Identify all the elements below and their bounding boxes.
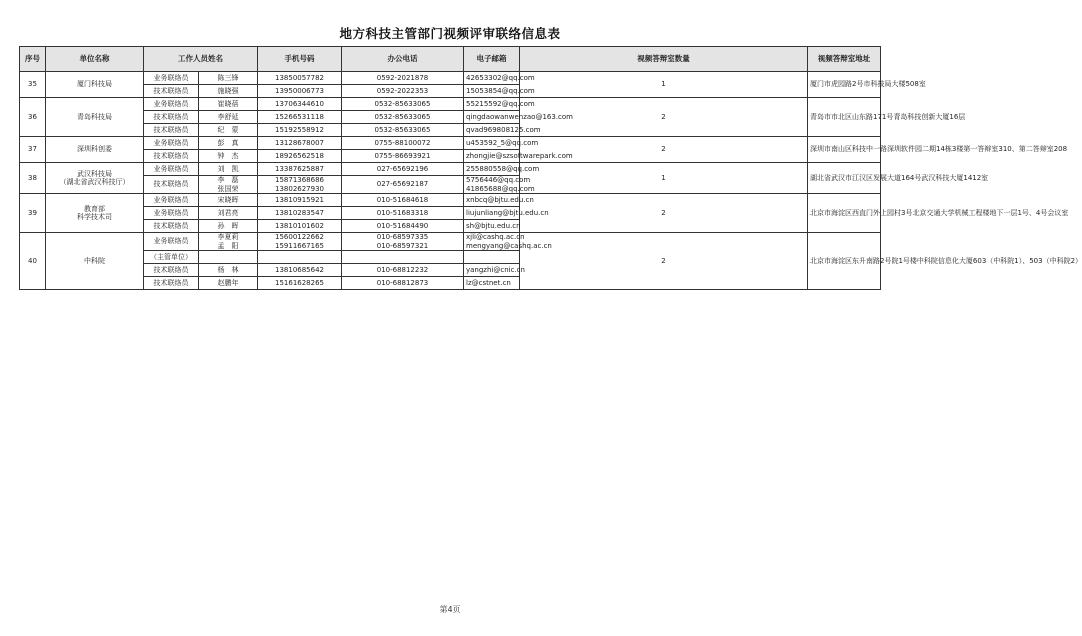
mobile-phone-line: 13850057782: [275, 73, 324, 82]
email-address-line: xnbcq@bjtu.edu.cn: [466, 195, 534, 204]
staff-role: 技术联络员: [144, 124, 199, 137]
email-address-line: zhongjie@szsoftwarepark.com: [466, 151, 573, 160]
staff-name: [199, 264, 258, 277]
email-address-line: xjli@cashq.ac.cn: [466, 233, 525, 241]
unit-name: [46, 194, 144, 233]
email-address-line: sh@bjtu.edu.cn: [466, 221, 521, 230]
email-address: [464, 124, 541, 137]
email-address: [464, 150, 573, 163]
staff-role: 业务联络员: [144, 233, 199, 251]
unit-name: [46, 98, 144, 137]
header-mobile: 手机号码: [258, 47, 342, 72]
office-phone: [342, 124, 464, 137]
mobile-phone-line: 13706344610: [275, 99, 324, 108]
unit-name-line: 青岛科技局: [77, 112, 112, 121]
table-body: [20, 72, 1082, 290]
header-room-address: 视频答辩室地址: [808, 47, 881, 72]
office-phone-line: 0532-85633065: [374, 112, 431, 121]
office-phone-line: 0755-88100072: [374, 138, 431, 147]
email-address: [464, 233, 552, 251]
mobile-phone: [258, 264, 342, 277]
office-phone: [342, 194, 464, 207]
email-address: [464, 98, 535, 111]
room-count: 2: [520, 194, 808, 233]
staff-name: [199, 220, 258, 233]
unit-name: [46, 163, 144, 194]
office-phone-line: 010-51684618: [376, 195, 429, 204]
header-room-count: 视频答辩室数量: [520, 47, 808, 72]
email-address: [464, 194, 534, 207]
email-address-line: liujunliang@bjtu.edu.cn: [466, 208, 549, 217]
email-address-line: yangzhi@cnic.cn: [466, 265, 525, 274]
office-phone-line: 010-51684490: [376, 221, 429, 230]
staff-name-line: 李夏莉: [217, 233, 239, 241]
table-row: [20, 137, 881, 150]
staff-role: 技术联络员: [144, 150, 199, 163]
staff-role: 技术联络员: [144, 85, 199, 98]
header-email: 电子邮箱: [464, 47, 520, 72]
staff-name: [199, 233, 258, 251]
room-address: 青岛市市北区山东路171号青岛科技创新大厦16层: [808, 98, 881, 137]
staff-name: [199, 277, 258, 290]
email-address: [464, 111, 573, 124]
mobile-phone: [258, 176, 342, 194]
mobile-phone: [258, 163, 342, 176]
email-address-line: 55215592@qq.com: [466, 99, 535, 108]
staff-role: 技术联络员: [144, 111, 199, 124]
table-row: [20, 98, 881, 111]
mobile-phone-line: 15266531118: [275, 112, 324, 121]
mobile-phone-line: 15161628265: [275, 278, 324, 287]
staff-name: [199, 194, 258, 207]
table-row: [20, 72, 881, 85]
mobile-phone: [258, 72, 342, 85]
office-phone: [342, 137, 464, 150]
staff-role: 业务联络员: [144, 72, 199, 85]
row-number: 37: [20, 137, 46, 163]
email-address-line: 41865688@qq.com: [466, 184, 535, 193]
mobile-phone-line: 15871368686: [275, 176, 324, 184]
staff-role: 业务联络员: [144, 137, 199, 150]
office-phone-line: 010-68812873: [376, 278, 429, 287]
email-address: [464, 163, 540, 176]
email-address-line: 5756446@qq.com: [466, 176, 531, 184]
unit-name-line: 中科院: [84, 256, 105, 265]
unit-name: [46, 233, 144, 290]
mobile-phone-line: 13387625887: [275, 164, 324, 173]
page-number: 第4页: [439, 605, 461, 614]
staff-name-line: 崔晓蓓: [217, 99, 239, 108]
room-count: 2: [520, 233, 808, 290]
mobile-phone-line: 13810283547: [275, 208, 324, 217]
staff-role: 技术联络员: [144, 220, 199, 233]
mobile-phone-line: 18926562518: [275, 151, 324, 160]
email-address: [464, 72, 535, 85]
staff-name: [199, 207, 258, 220]
office-phone-line: 010-51683318: [376, 208, 429, 217]
staff-name-line: 李 磊: [217, 176, 239, 184]
office-phone: [342, 163, 464, 176]
mobile-phone-line: 13950006773: [275, 86, 324, 95]
email-address-line: 15053854@qq.com: [466, 86, 535, 95]
header-staff: 工作人员姓名: [144, 47, 258, 72]
office-phone-line: 010-68812232: [376, 265, 429, 274]
staff-name: [199, 85, 258, 98]
office-phone: [342, 150, 464, 163]
staff-name-line: 纪 蒙: [217, 125, 239, 134]
office-phone: [342, 207, 464, 220]
staff-name-line: 彭 真: [217, 138, 239, 147]
unit-name: [46, 137, 144, 163]
office-phone: [342, 277, 464, 290]
mobile-phone-line: 13810101602: [275, 221, 324, 230]
office-phone: [342, 72, 464, 85]
office-phone: [342, 98, 464, 111]
email-address: [464, 176, 535, 194]
office-phone-line: 0532-85633065: [374, 99, 431, 108]
header-unit: 单位名称: [46, 47, 144, 72]
office-phone-line: 027-65692187: [376, 180, 429, 189]
staff-name: [199, 176, 258, 194]
table-row: [20, 163, 881, 176]
unit-name-line: 武汉科技局: [77, 169, 112, 178]
mobile-phone: [258, 207, 342, 220]
mobile-phone: [258, 277, 342, 290]
mobile-phone-line: 15911667165: [275, 241, 324, 250]
unit-name-line: （湖北省武汉科技厅）: [59, 178, 130, 186]
office-phone: [342, 220, 464, 233]
mobile-phone-line: 13810685642: [275, 265, 324, 274]
header-row: [20, 47, 881, 72]
office-phone-line: 0592-2021878: [376, 73, 429, 82]
staff-name-line: 李舒延: [217, 112, 239, 121]
office-phone-line: 0532-85633065: [374, 125, 431, 134]
mobile-phone: [258, 124, 342, 137]
office-phone: [342, 251, 464, 264]
staff-role: 技术联络员: [144, 277, 199, 290]
staff-name-line: 刘君亮: [217, 208, 239, 217]
staff-name-line: 赵鹏年: [217, 278, 239, 287]
email-address: [464, 264, 525, 277]
document-title: 地方科技主管部门视频评审联络信息表: [339, 26, 561, 41]
email-address-line: u453592_5@qq.com: [466, 138, 539, 147]
mobile-phone-line: 13810915921: [275, 195, 324, 204]
office-phone-line: 027-65692196: [376, 164, 429, 173]
header-office-phone: 办公电话: [342, 47, 464, 72]
staff-name-line: 宋晓晖: [217, 195, 239, 204]
mobile-phone-line: 13128678007: [275, 138, 324, 147]
unit-name-line: 教育部: [84, 204, 105, 213]
office-phone: [342, 111, 464, 124]
staff-name-line: 杨 林: [217, 265, 239, 274]
email-address: [464, 85, 535, 98]
room-count: 2: [520, 137, 808, 163]
room-count: 1: [520, 72, 808, 98]
staff-name: [199, 111, 258, 124]
office-phone-line: 010-68597321: [376, 241, 429, 250]
staff-role: 技术联络员: [144, 176, 199, 194]
staff-name: [199, 251, 258, 264]
mobile-phone: [258, 220, 342, 233]
unit-name: [46, 72, 144, 98]
room-address: 北京市海淀区西直门外上园村3号北京交通大学机械工程楼地下一层1号、4号会议室: [808, 194, 881, 233]
office-phone-line: 0592-2022353: [376, 86, 429, 95]
staff-name-line: 陈三锋: [217, 73, 239, 82]
email-address-line: qvad969808125.com: [466, 125, 541, 134]
mobile-phone-line: 15600122662: [275, 233, 324, 241]
table-row: [20, 233, 881, 251]
mobile-phone: [258, 98, 342, 111]
room-count: 2: [520, 98, 808, 137]
staff-name: [199, 124, 258, 137]
staff-role: 业务联络员: [144, 98, 199, 111]
contact-table: [19, 46, 1082, 290]
email-address: [464, 137, 539, 150]
row-number: 40: [20, 233, 46, 290]
staff-name-line: 张国荣: [217, 184, 239, 193]
staff-name: [199, 137, 258, 150]
email-address: [464, 207, 549, 220]
office-phone-line: 010-68597335: [376, 233, 429, 241]
unit-name-line: 深圳科创委: [77, 145, 112, 154]
room-count: 1: [520, 163, 808, 194]
email-address-line: mengyang@cashq.ac.cn: [466, 241, 552, 250]
staff-name-line: 孟 阳: [217, 241, 239, 250]
staff-role: 技术联络员: [144, 264, 199, 277]
mobile-phone: [258, 233, 342, 251]
staff-name-line: 孙 晖: [217, 221, 239, 230]
office-phone: [342, 264, 464, 277]
mobile-phone: [258, 150, 342, 163]
staff-role: 业务联络员: [144, 163, 199, 176]
email-address-line: lz@cstnet.cn: [466, 278, 511, 287]
staff-role: （主管单位）: [144, 251, 199, 264]
unit-name-line: 厦门科技局: [77, 80, 112, 89]
row-number: 39: [20, 194, 46, 233]
staff-name: [199, 163, 258, 176]
mobile-phone: [258, 85, 342, 98]
staff-name-line: 刘 凯: [217, 164, 239, 173]
email-address: [464, 277, 520, 290]
mobile-phone: [258, 111, 342, 124]
row-number: 36: [20, 98, 46, 137]
email-address: [464, 220, 520, 233]
row-number: 35: [20, 72, 46, 98]
room-address: 厦门市虎园路2号市科技局大楼508室: [808, 72, 881, 98]
room-address: 湖北省武汉市江汉区发展大道164号武汉科技大厦1412室: [808, 163, 881, 194]
staff-role: 业务联络员: [144, 207, 199, 220]
staff-name: [199, 150, 258, 163]
office-phone: [342, 85, 464, 98]
row-number: 38: [20, 163, 46, 194]
mobile-phone-line: 13802627930: [275, 184, 324, 193]
staff-name: [199, 98, 258, 111]
office-phone: [342, 233, 464, 251]
room-address: 深圳市南山区科技中一路深圳软件园二期14栋3楼第一答辩室310、第二答辩室208: [808, 137, 881, 163]
staff-name: [199, 72, 258, 85]
staff-role: 业务联络员: [144, 194, 199, 207]
table-row: [20, 194, 881, 207]
mobile-phone-line: 15192558912: [275, 125, 324, 134]
header-no: 序号: [20, 47, 46, 72]
staff-name-line: 施晓强: [217, 86, 239, 95]
email-address-line: qingdaowanwenzao@163.com: [466, 112, 573, 121]
mobile-phone: [258, 137, 342, 150]
mobile-phone: [258, 194, 342, 207]
email-address-line: 42653302@qq.com: [466, 73, 535, 82]
office-phone-line: 0755-86693921: [374, 151, 431, 160]
staff-name-line: 钟 杰: [217, 151, 239, 160]
unit-name-line: 科学技术司: [77, 213, 112, 221]
email-address-line: 255880558@qq.com: [466, 164, 540, 173]
mobile-phone: [258, 251, 342, 264]
office-phone: [342, 176, 464, 194]
email-address: [464, 251, 520, 264]
room-address: 北京市海淀区东升南路2号院1号楼中科院信息化大厦603（中科院1）、503（中科院2）: [808, 233, 881, 290]
